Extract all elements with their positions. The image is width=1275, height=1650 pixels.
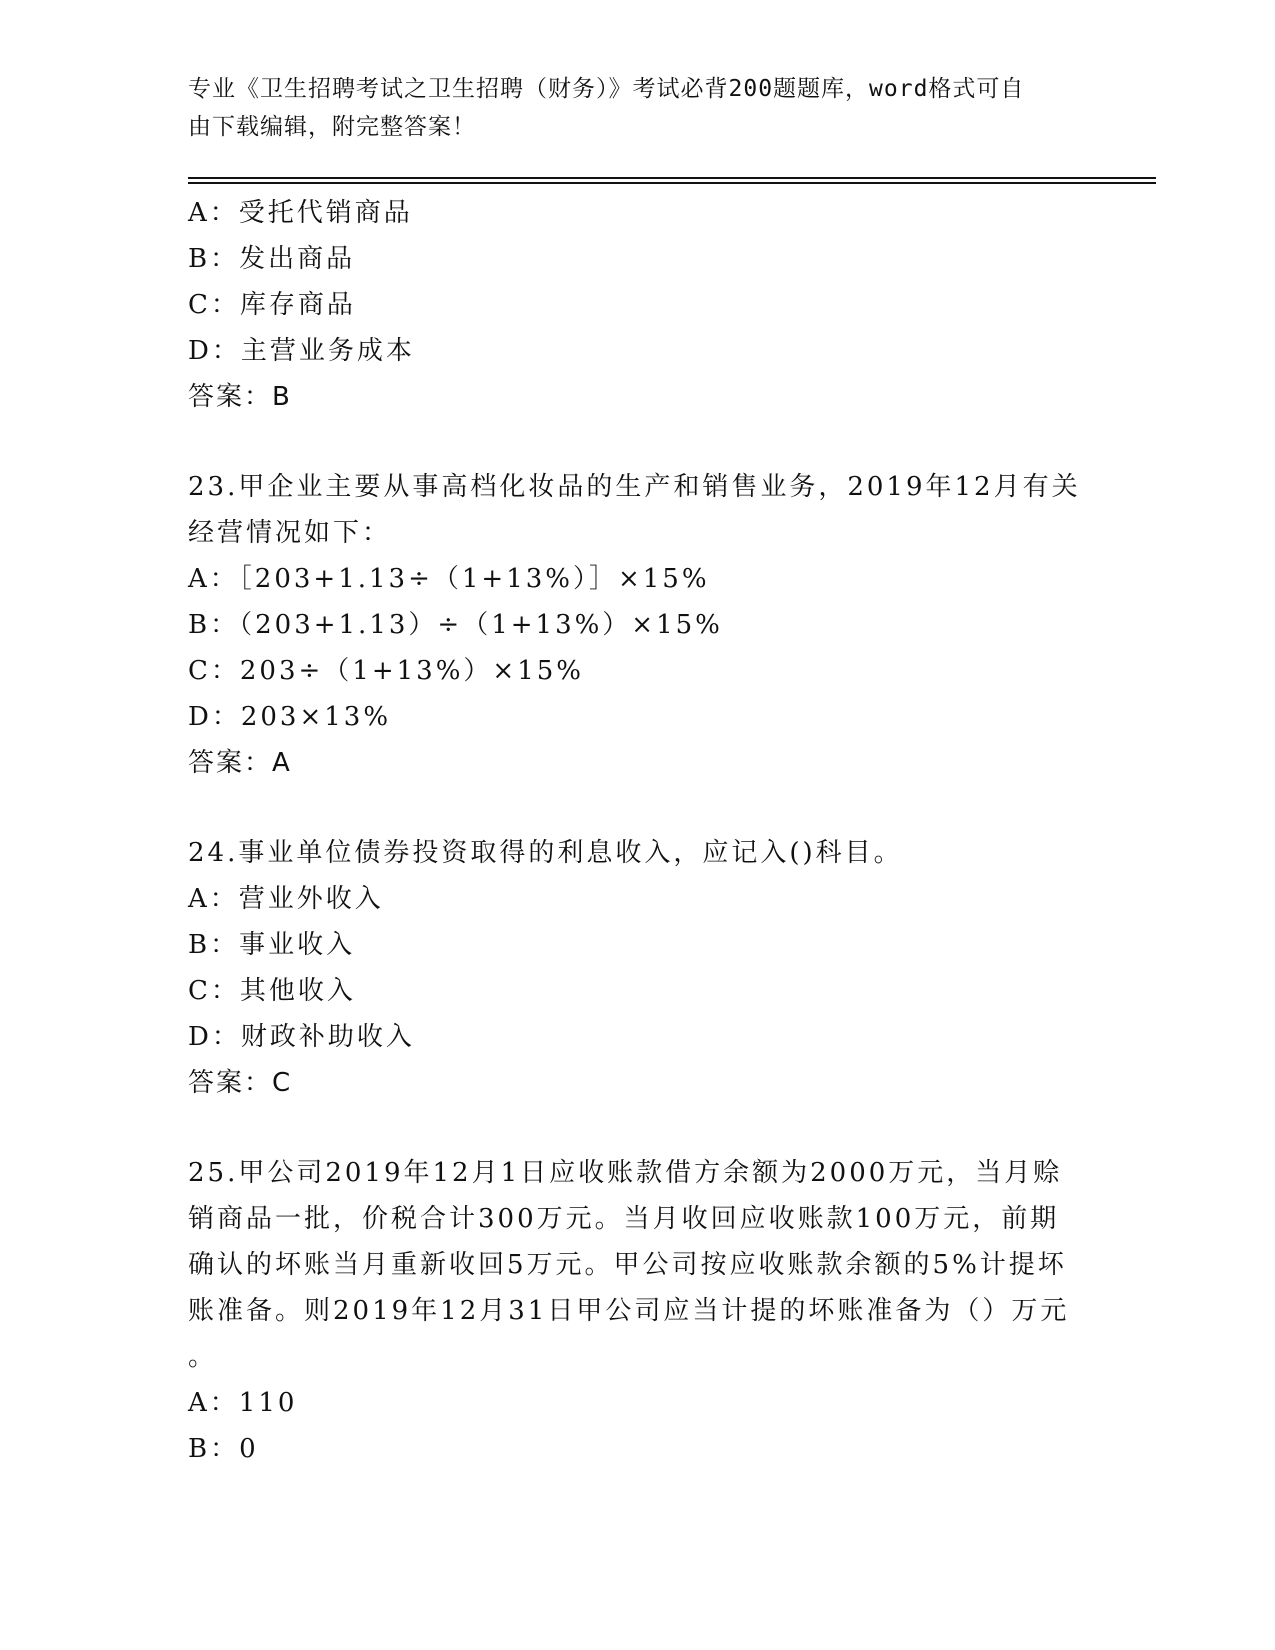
option-b: B：事业收入 [188,930,356,960]
question-stem-line: 24.事业单位债券投资取得的利息收入，应记入()科目。 [188,838,903,868]
question-block [188,1150,1118,1472]
header-divider-bottom [188,182,1156,184]
question-list [188,190,1118,1472]
header-line-1: 专业《卫生招聘考试之卫生招聘（财务）》考试必背200题题库，word格式可自 [188,76,1025,102]
option-c: C：其他收入 [188,976,356,1006]
answer-line: 答案：A [188,748,292,778]
question-stem-line: 。 [188,1342,218,1372]
answer-line: 答案：B [188,382,292,412]
question-block [188,464,1118,786]
question-block [188,830,1118,1106]
question-stem-line: 经营情况如下： [188,518,392,548]
question-stem-line: 账准备。则2019年12月31日甲公司应当计提的坏账准备为（）万元 [188,1296,1070,1326]
option-d: D：203×13% [188,702,392,732]
option-d: D：财政补助收入 [188,1022,415,1052]
option-b: B：0 [188,1434,259,1464]
option-b: B：发出商品 [188,244,356,274]
question-stem-line: 确认的坏账当月重新收回5万元。甲公司按应收账款余额的5%计提坏 [188,1250,1067,1280]
answer-line: 答案：C [188,1068,293,1098]
question-stem-line: 23.甲企业主要从事高档化妆品的生产和销售业务，2019年12月有关 [188,472,1081,502]
option-d: D：主营业务成本 [188,336,415,366]
option-c: C：203÷（1+13%）×15% [188,656,584,686]
option-a: A：受托代销商品 [188,198,413,228]
option-a: A：［203+1.13÷（1+13%）］×15% [188,564,710,594]
question-block [188,190,1118,420]
document-header [188,70,1088,146]
question-stem-line: 25.甲公司2019年12月1日应收账款借方余额为2000万元，当月赊 [188,1158,1063,1188]
option-b: B：（203+1.13）÷（1+13%）×15% [188,610,723,640]
option-a: A：110 [188,1388,298,1418]
question-stem-line: 销商品一批，价税合计300万元。当月收回应收账款100万元，前期 [188,1204,1060,1234]
header-divider-top [188,177,1156,179]
option-c: C：库存商品 [188,290,356,320]
header-line-2: 由下载编辑，附完整答案！ [188,114,476,140]
option-a: A：营业外收入 [188,884,384,914]
